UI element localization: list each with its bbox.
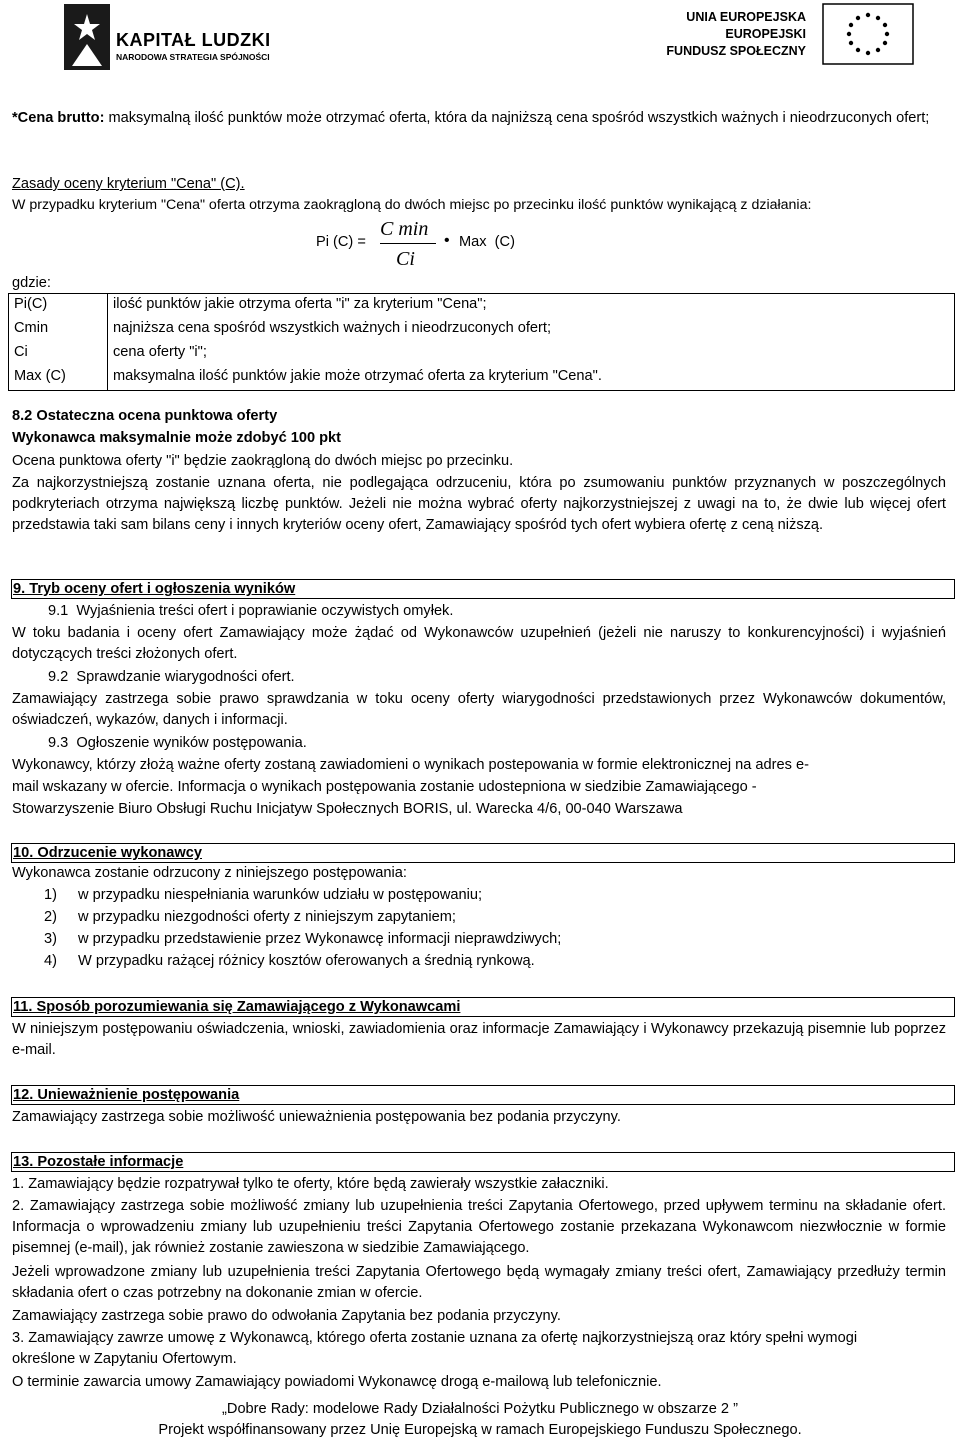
- eu-flag-icon: [822, 3, 914, 65]
- variable-description: maksymalna ilość punktów jakie może otrzymać oferta za kryterium "Cena".: [108, 366, 955, 391]
- section-9-2-text: Zamawiający zastrzega sobie prawo sprawdzania w toku oceny oferty wiarygodności przedstawionych przez Wykonawców dokumentów, oświadczeń, wykazów, danych i informacji.: [12, 691, 946, 728]
- list-item-number: 1): [44, 887, 57, 903]
- variables-table: [8, 293, 955, 391]
- variables-label: gdzie:: [12, 275, 51, 291]
- section-10-title: 10. Odrzucenie wykonawcy: [13, 845, 202, 861]
- variable-row: [9, 318, 955, 342]
- list-item: [44, 929, 561, 950]
- list-item-number: 2): [44, 909, 57, 925]
- section-12-title: 12. Unieważnienie postępowania: [13, 1087, 240, 1103]
- logo-right-line2: EUROPEJSKI: [725, 27, 806, 41]
- price-rules-title: Zasady oceny kryterium "Cena" (C).: [12, 176, 245, 192]
- list-item: [44, 951, 535, 972]
- section-9-2-heading: 9.2 Sprawdzanie wiarygodności ofert.: [48, 669, 295, 685]
- formula-lhs: Pi (C) =: [316, 234, 366, 250]
- logo-right-line3: FUNDUSZ SPOŁECZNY: [666, 44, 806, 58]
- logo-left-subtitle: NARODOWA STRATEGIA SPÓJNOŚCI: [116, 52, 270, 62]
- variable-key: Max (C): [9, 366, 108, 391]
- footer-cofinancing-note: Projekt współfinansowany przez Unię Europejską w ramach Europejskiego Funduszu Społecznego.: [158, 1422, 802, 1438]
- section-8-2-p1: Ocena punktowa oferty "i" będzie zaokrągloną do dwóch miejsc po przecinku.: [12, 453, 514, 469]
- list-item-number: 4): [44, 953, 57, 969]
- price-text: maksymalną ilość punktów może otrzymać oferta, która da najniższą cena spośród wszystkich ważnych i nieodrzuconych ofert;: [104, 110, 930, 126]
- variable-row: [9, 366, 955, 391]
- formula-bullet: •: [444, 232, 450, 249]
- variable-key: Pi(C): [9, 294, 108, 319]
- section-9-header: [11, 579, 955, 599]
- section-11-title: 11. Sposób porozumiewania się Zamawiającego z Wykonawcami: [13, 999, 461, 1015]
- list-item: [44, 885, 482, 906]
- price-formula: [316, 218, 536, 274]
- list-item-text: w przypadku przedstawienie przez Wykonawcę informacji nieprawdziwych;: [78, 931, 562, 947]
- section-8-2-title: 8.2 Ostateczna ocena punktowa oferty: [12, 408, 278, 424]
- list-item-number: 3): [44, 931, 57, 947]
- variable-row: [9, 294, 955, 319]
- section-9-3-text-line1: Wykonawcy, którzy złożą ważne oferty zostaną zawiadomieni o wynikach postepowania w formie elektronicznej na adres e-: [12, 757, 809, 773]
- section-13-header: [11, 1152, 955, 1172]
- section-9-3-heading: 9.3 Ogłoszenie wyników postępowania.: [48, 735, 307, 751]
- section-11-text: W niniejszym postępowaniu oświadczenia, wnioski, zawiadomienia oraz informacje Zamawiający i Wykonawcy przekazują pisemnie lub poprzez e-mail.: [12, 1021, 946, 1058]
- section-10-header: [11, 843, 955, 863]
- section-9-3-text-line3: Stowarzyszenie Biuro Obsługi Ruchu Inicjatyw Społecznych BORIS, ul. Warecka 4/6, 00-040 Warszawa: [12, 801, 683, 817]
- list-item-text: w przypadku niespełniania warunków udziału w postępowaniu;: [78, 887, 483, 903]
- variable-key: Cmin: [9, 318, 108, 342]
- eu-fund-logo: [666, 6, 932, 66]
- footer-project-title: „Dobre Rady: modelowe Rady Działalności Pożytku Publicznego w obszarze 2 ”: [222, 1401, 738, 1417]
- kapital-ludzki-logo: [64, 4, 304, 72]
- section-10-intro: Wykonawca zostanie odrzucony z niniejszego postępowania:: [12, 865, 407, 881]
- variable-key: Ci: [9, 342, 108, 366]
- price-paragraph: [12, 108, 946, 129]
- list-item-text: W przypadku rażącej różnicy kosztów oferowanych a średnią rynkową.: [78, 953, 535, 969]
- section-12-header: [11, 1085, 955, 1105]
- logo-left-title: KAPITAŁ LUDZKI: [116, 30, 271, 50]
- section-13-p6: O terminie zawarcia umowy Zamawiający powiadomi Wykonawcę drogą e-mailową lub telefonicznie.: [12, 1374, 662, 1390]
- price-label: *Cena brutto:: [12, 110, 105, 126]
- section-9-1-text: W toku badania i oceny ofert Zamawiający może żądać od Wykonawców uzupełnień (jeżeli nie naruszy to konkurencyjności) i wyjaśnień dotyczących treści złożonych ofert.: [12, 625, 946, 662]
- section-13-p3: Jeżeli wprowadzone zmiany lub uzupełnienia treści Zapytania Ofertowego będą wymagały zmiany treści ofert, Zamawiający przedłuży termin składania ofert o czas potrzebny na dokonanie zmian w ofercie.: [12, 1264, 946, 1301]
- section-13-p5: 3. Zamawiający zawrze umowę z Wykonawcą, którego oferta zostanie uznana za ofertę najkorzystniejszą oraz który spełni wymogi określone w Zapytaniu Ofertowym.: [12, 1330, 858, 1367]
- section-13-title: 13. Pozostałe informacje: [13, 1154, 184, 1170]
- formula-fraction-line: [380, 243, 436, 244]
- kapital-ludzki-emblem-icon: [64, 4, 110, 70]
- variable-description: ilość punktów jakie otrzyma oferta "i" za kryterium "Cena";: [108, 294, 955, 319]
- section-12-text: Zamawiający zastrzega sobie możliwość unieważnienia postępowania bez podania przyczyny.: [12, 1109, 621, 1125]
- section-9-1-heading: 9.1 Wyjaśnienia treści ofert i poprawianie oczywistych omyłek.: [48, 603, 454, 619]
- formula-denominator: Ci: [396, 248, 415, 270]
- section-9-title: 9. Tryb oceny ofert i ogłoszenia wyników: [13, 581, 296, 597]
- variable-description: cena oferty "i";: [108, 342, 955, 366]
- price-rules-text: W przypadku kryterium "Cena" oferta otrzyma zaokrągloną do dwóch miejsc po przecinku ilość punktów wynikającą z działania:: [12, 197, 812, 213]
- section-13-p1: 1. Zamawiający będzie rozpatrywał tylko te oferty, które będą zawierały wszystkie załaczniki.: [12, 1176, 609, 1192]
- section-13-p2: 2. Zamawiający zastrzega sobie możliwość zmiany lub uzupełnienia treści Zapytania Ofertowego, przed upływem terminu na składanie ofert. Informacja o wprowadzeniu zmiany lub uzupełnieniu treści Zapytania Ofertowego zostanie przekazana Wykonawcom niezwłocznie w formie pisemnej (e-mail), jak również zostanie zawieszona w siedzibie Zamawiającego.: [12, 1198, 946, 1256]
- list-item: [44, 907, 456, 928]
- section-11-header: [11, 997, 955, 1017]
- variable-row: [9, 342, 955, 366]
- list-item-text: w przypadku niezgodności oferty z niniejszym zapytaniem;: [78, 909, 456, 925]
- section-8-2-p2: Za najkorzystniejszą zostanie uznana oferta, nie podlegająca odrzuceniu, która po zsumowaniu punktów przyznanych w poszczególnych podkryteriach otrzyma największą liczbę punktów. Jeżeli nie można wybrać oferty najkorzystniejszej z uwagi na to, że dwie lub więcej ofert przedstawia taki sam bilans ceny i innych kryteriów oceny ofert, Zamawiający spośród tych ofert wybiera ofertę z ceną niższą.: [12, 475, 946, 533]
- section-9-3-text-line2: mail wskazany w ofercie. Informacja o wynikach postępowania zostanie udostepniona w siedzibie Zamawiającego -: [12, 779, 757, 795]
- logo-right-line1: UNIA EUROPEJSKA: [686, 10, 806, 24]
- variable-description: najniższa cena spośród wszystkich ważnych i nieodrzuconych ofert;: [108, 318, 955, 342]
- section-8-2-subtitle: Wykonawca maksymalnie może zdobyć 100 pkt: [12, 430, 342, 446]
- formula-rhs: Max (C): [459, 234, 515, 250]
- formula-numerator: C min: [380, 218, 429, 240]
- section-13-p4: Zamawiający zastrzega sobie prawo do odwołania Zapytania bez podania przyczyny.: [12, 1308, 561, 1324]
